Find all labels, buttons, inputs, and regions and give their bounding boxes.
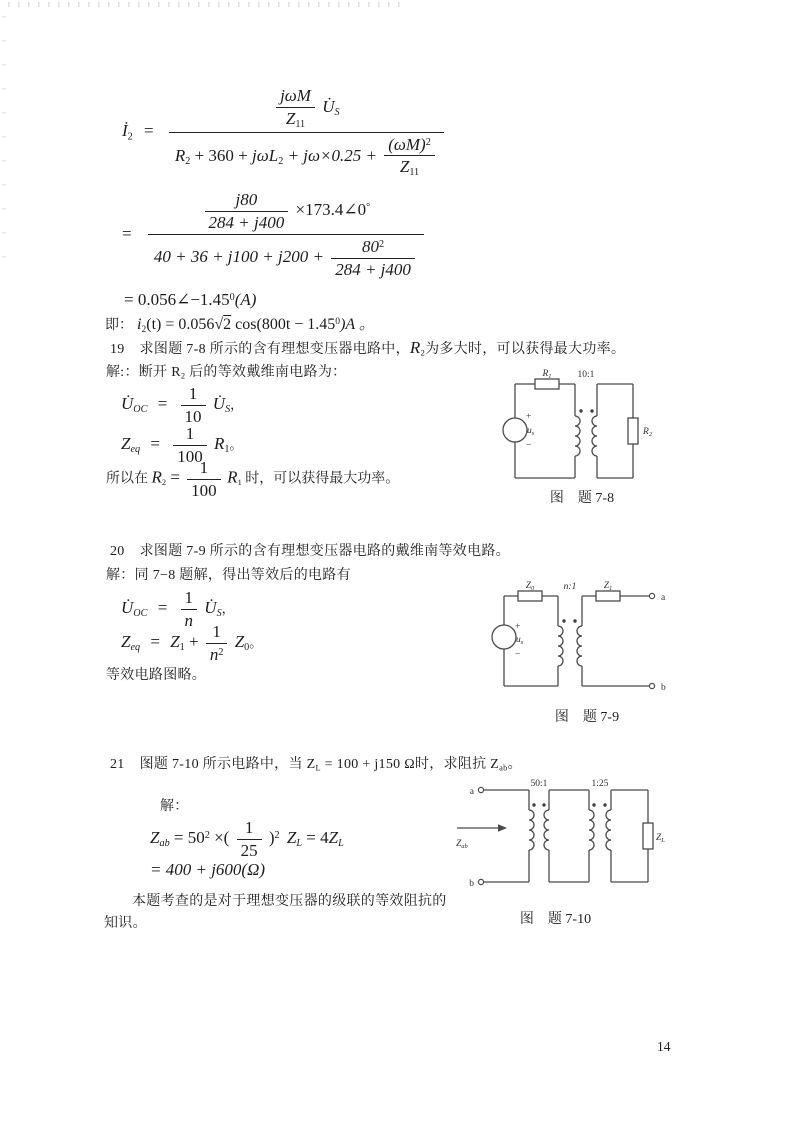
impedance-z1 xyxy=(596,591,620,601)
turns-ratio-label: 10:1 xyxy=(577,370,595,380)
terminal-a xyxy=(649,593,654,598)
main-fraction: $\frac{j80}{284 + j400}$ ×173.4∠0° 40 + 36 + j100 + j200 + $\frac{80^2}{284 + j400}$ xyxy=(148,190,424,279)
input-wires xyxy=(484,790,529,882)
formula-zab: $Z_{ab} = 50^2$ ×( $\frac{1}{25}$ )$^2$ $Z_L = 4Z_L$ xyxy=(150,818,344,860)
turns-ratio-1-label: 50:1 xyxy=(530,779,548,789)
coil-1 xyxy=(529,810,534,850)
load-impedance-zl xyxy=(643,823,653,849)
resistor-r2-label: $R_2$ xyxy=(643,427,653,438)
polarity-dot xyxy=(603,803,606,806)
formula-i2-numeric: = $\frac{j80}{284 + j400}$ ×173.4∠0° 40 + 36 + j100 + j200 + $\frac{80^2}{284 + j400}$ xyxy=(122,190,428,279)
voltage-source xyxy=(503,418,527,442)
source-us-label: $u_s$ xyxy=(516,635,524,646)
turns-ratio-label: n:1 xyxy=(563,582,577,592)
main-fraction: $\frac{\text{jωM}}{Z_{11}}$ $U̇_S$ $R_2 + 360 + j\omega L_2 + j\omega\times 0.25$ + $\frac{(\omega M)^2}{Z_{11}}$ xyxy=(169,86,444,179)
source-plus-sign: + xyxy=(515,622,521,632)
problem-20-solution-intro: 解：同 7−8 题解，得出等效后的电路有 xyxy=(106,568,351,583)
problem-number: 21 xyxy=(110,757,125,772)
terminal-b-label: b xyxy=(469,879,474,889)
polarity-dot xyxy=(592,803,595,806)
formula-i2-definition: $İ_2$ = $\frac{\text{jωM}}{Z_{11}}$ $U̇_S$ $R_2 + 360 + j\omega L_2 + j\omega\times 0.25$ + $\frac{(\omega M)^2}{Z_{11}}$ xyxy=(122,86,448,179)
impedance-z1-label: $Z_1$ xyxy=(603,581,613,592)
secondary-wires xyxy=(582,596,649,686)
formula-uoc-20: $U̇_{OC}$ = $\frac{1}{n}$ $U̇_S$， xyxy=(121,588,235,630)
scan-artifact-top xyxy=(8,2,400,7)
terminal-a-label: a xyxy=(469,787,474,797)
middle-loop-wires xyxy=(549,790,589,882)
resistor-r1-label: $R_1$ xyxy=(542,369,552,380)
figure-7-9-caption: 图 题 7-9 xyxy=(554,710,620,725)
polarity-dot xyxy=(562,619,565,622)
problem-21-statement: 21 图题 7-10 所示电路中，当 $Z_L = 100 + j150$ Ω时，求阻抗 $Z_{ab}$。 xyxy=(110,757,522,773)
formula-result-phasor: = $0.056\angle-1.45^0(A)$ xyxy=(124,290,257,309)
coil-2 xyxy=(544,810,549,850)
scan-artifact-left xyxy=(2,16,6,266)
circuit-figure-7-10 xyxy=(443,778,668,902)
zab-arrow-head xyxy=(498,824,507,832)
source-plus-sign: + xyxy=(526,412,532,422)
problem-number: 19 xyxy=(110,342,125,357)
problem-21-solution-intro: 解： xyxy=(160,799,189,814)
conclusion-19: 所以在 $R_2$ = $\frac{1}{100}$ $R_1$ 时，可以获得最大功率。 xyxy=(106,458,400,500)
polarity-dot xyxy=(532,803,535,806)
impedance-z0 xyxy=(518,591,542,601)
problem-20-statement: 20 求图题 7-9 所示的含有理想变压器电路的戴维南等效电路。 xyxy=(110,544,510,559)
turns-ratio-2-label: 1:25 xyxy=(591,779,609,789)
formula-zeq-20: $Z_{eq} = Z_1$ + $\frac{1}{n^2}$ $Z_0$。 xyxy=(121,622,263,664)
figure-7-8-caption: 图 题 7-8 xyxy=(549,491,615,506)
source-minus-sign: − xyxy=(515,650,521,660)
coil-3 xyxy=(589,810,594,850)
terminal-a-label: a xyxy=(661,593,666,603)
problem-19-solution-intro: 解:：断开 $R_2$ 后的等效戴维南电路为： xyxy=(106,365,347,381)
coil-4 xyxy=(606,810,611,850)
terminal-a xyxy=(478,787,483,792)
formula-uoc-19: $U̇_{OC}$ = $\frac{1}{10}$ $U̇_S$， xyxy=(121,384,244,426)
var-i2: İ xyxy=(122,121,128,141)
figure-7-10-caption: 图 题 7-10 xyxy=(519,912,592,927)
polarity-dot xyxy=(573,619,576,622)
resistor-r2 xyxy=(628,418,638,444)
formula-zeq-19: $Z_{eq}$ = $\frac{1}{100}$ $R_1$。 xyxy=(121,424,243,466)
terminal-b xyxy=(649,683,654,688)
note-20: 等效电路图略。 xyxy=(106,668,207,683)
circuit-figure-7-9 xyxy=(494,578,680,700)
polarity-dot xyxy=(579,409,582,412)
circuit-figure-7-8 xyxy=(497,366,667,484)
note-21: 本题考查的是对于理想变压器的级联的等效阻抗的知识。 xyxy=(104,894,447,931)
resistor-r1 xyxy=(535,379,559,389)
formula-zab-result: = 400 + j600(Ω) xyxy=(150,860,266,879)
primary-coil xyxy=(558,626,563,666)
primary-coil xyxy=(575,416,580,456)
formula-result-time-domain: 即： $i_2(t) = 0.056√2$ $\cos(800t - 1.45^0)A$ 。 xyxy=(105,316,375,335)
source-us-label: $u_s$ xyxy=(527,426,535,437)
impedance-z0-label: $Z_0$ xyxy=(525,581,535,592)
secondary-coil xyxy=(577,626,582,666)
secondary-coil xyxy=(592,416,597,456)
polarity-dot xyxy=(590,409,593,412)
problem-number: 20 xyxy=(110,544,125,559)
terminal-b xyxy=(478,879,483,884)
voltage-source xyxy=(492,625,516,649)
terminal-b-label: b xyxy=(661,683,666,693)
polarity-dot xyxy=(542,803,545,806)
page-number: 14 xyxy=(657,1039,671,1054)
zl-label: $Z_L$ xyxy=(656,833,665,844)
zab-label: $Z_{ab}$ xyxy=(456,839,468,850)
source-minus-sign: − xyxy=(526,441,532,451)
problem-19-statement: 19 求图题 7-8 所示的含有理想变压器电路中，$R_2$为多大时，可以获得最大功率。 xyxy=(110,338,626,358)
